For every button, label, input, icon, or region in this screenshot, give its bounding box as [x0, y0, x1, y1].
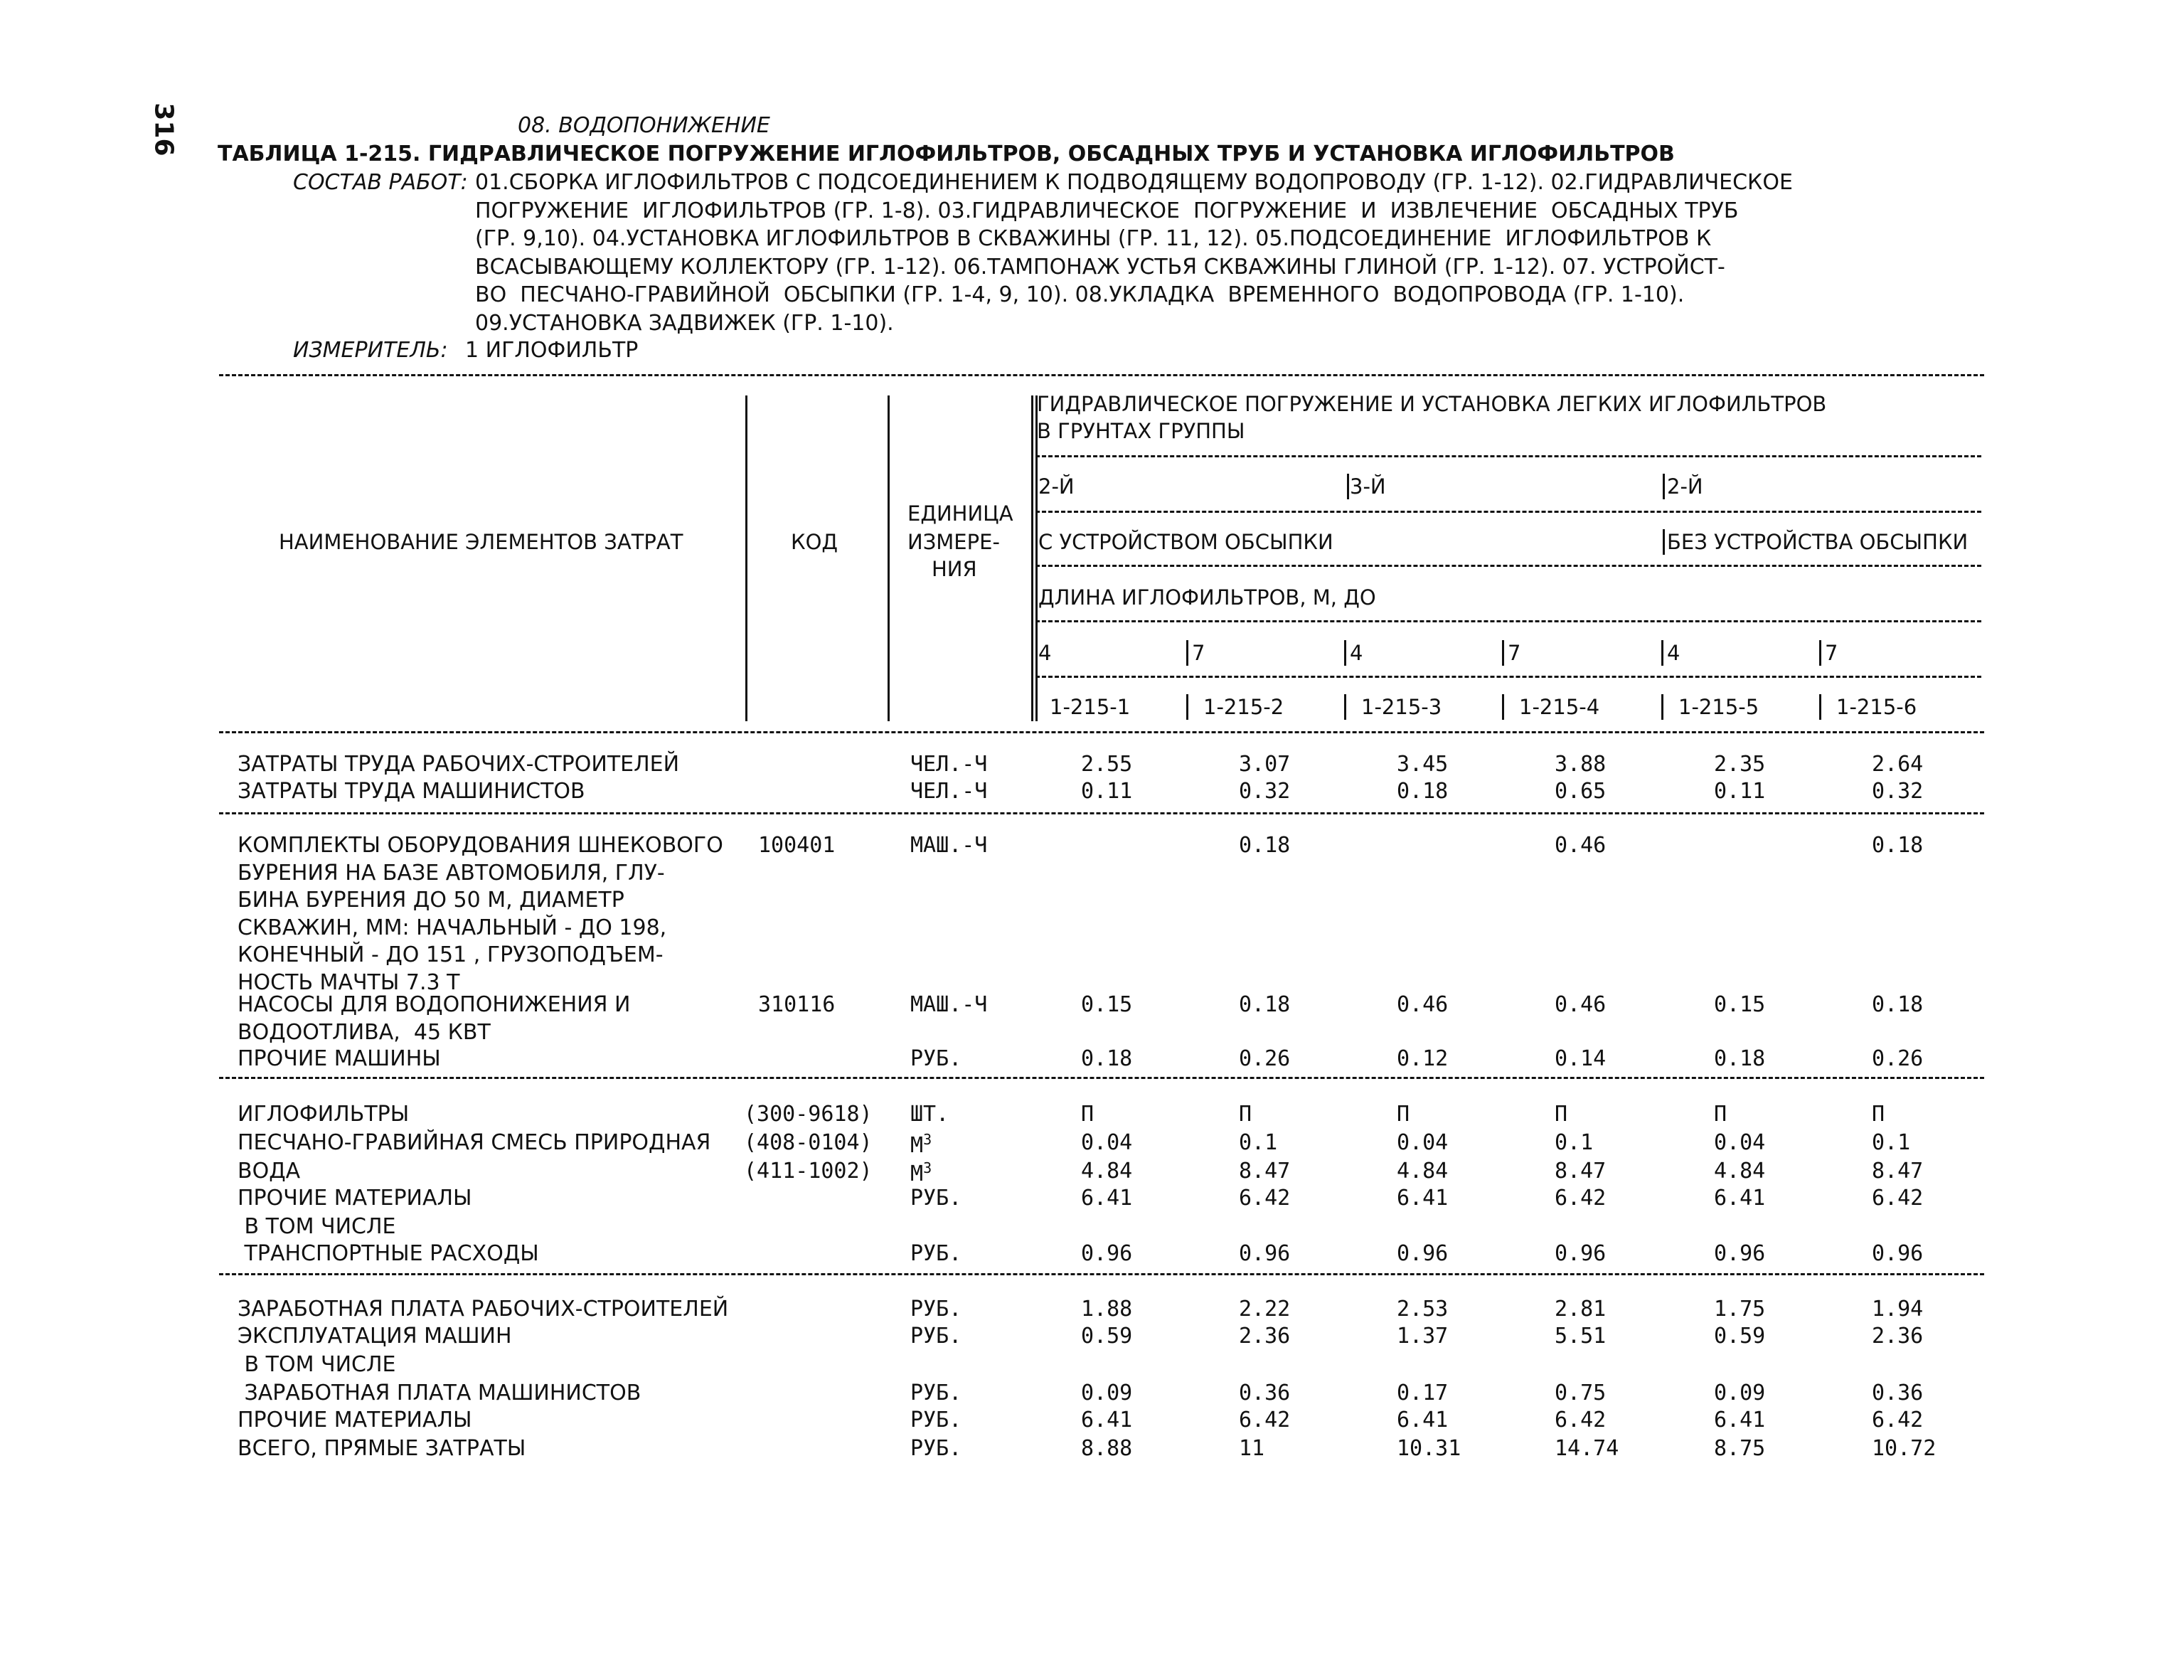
row-value: 6.42: [1872, 1408, 1924, 1432]
row-value: 14.74: [1555, 1436, 1619, 1461]
row-value: 0.1: [1239, 1130, 1278, 1155]
row-value: 0.18: [1397, 779, 1449, 804]
row-value: 0.46: [1397, 992, 1449, 1017]
divider: [219, 1077, 1984, 1079]
row-value: 8.88: [1081, 1436, 1133, 1461]
row-value: 2.35: [1714, 752, 1766, 777]
row-value: 2.81: [1555, 1297, 1607, 1322]
row-value: 4.84: [1081, 1159, 1133, 1184]
row-value: 0.18: [1081, 1046, 1133, 1071]
unit-superscript: 3: [923, 1159, 932, 1176]
column-divider: [1819, 640, 1821, 666]
unit-superscript: 3: [923, 1131, 932, 1148]
soil-group: 2-Й: [1667, 474, 1703, 499]
divider: [1035, 565, 1981, 567]
row-unit: РУБ.: [910, 1381, 962, 1405]
row-code: (411-1002): [744, 1159, 873, 1184]
row-value: 4.84: [1397, 1159, 1449, 1184]
column-divider: [1186, 694, 1188, 720]
divider: [1035, 511, 1981, 513]
column-divider: [745, 395, 747, 721]
row-name: ЭКСПЛУАТАЦИЯ МАШИН: [238, 1324, 512, 1349]
row-value: 6.41: [1081, 1186, 1133, 1211]
row-value: 0.59: [1714, 1324, 1766, 1349]
row-value: 2.36: [1872, 1324, 1924, 1349]
column-divider: [1663, 474, 1665, 499]
divider: [1035, 455, 1981, 457]
row-name: ЗАРАБОТНАЯ ПЛАТА МАШИНИСТОВ: [238, 1381, 641, 1405]
row-value: 3.88: [1555, 752, 1607, 777]
column-header-code: КОД: [791, 530, 838, 554]
row-value: П: [1714, 1102, 1727, 1127]
column-divider: [1661, 694, 1663, 720]
work-line: (ГР. 9,10). 04.УСТАНОВКА ИГЛОФИЛЬТРОВ В СКВАЖИНЫ (ГР. 11, 12). 05.ПОДСОЕДИНЕНИЕ ИГЛОФИЛЬТРОВ К: [475, 226, 1712, 251]
row-value: П: [1397, 1102, 1410, 1127]
row-value: 6.41: [1397, 1186, 1449, 1211]
row-value: 0.59: [1081, 1324, 1133, 1349]
row-value: 0.1: [1872, 1130, 1911, 1155]
row-value: 0.96: [1555, 1241, 1607, 1266]
row-name: НАСОСЫ ДЛЯ ВОДОПОНИЖЕНИЯ И: [238, 992, 631, 1017]
row-value: 0.96: [1714, 1241, 1766, 1266]
row-value: 5.51: [1555, 1324, 1607, 1349]
fill-header: БЕЗ УСТРОЙСТВА ОБСЫПКИ: [1667, 530, 1969, 554]
row-name: ЗАТРАТЫ ТРУДА РАБОЧИХ-СТРОИТЕЛЕЙ: [238, 752, 680, 777]
divider: [219, 374, 1984, 376]
column-divider: [1819, 694, 1821, 720]
row-value: 0.04: [1714, 1130, 1766, 1155]
row-value: 10.31: [1397, 1436, 1461, 1461]
row-value: 0.04: [1081, 1130, 1133, 1155]
row-value: 0.18: [1714, 1046, 1766, 1071]
length-value: 4: [1038, 641, 1052, 665]
column-code: 1-215-2: [1203, 695, 1284, 719]
column-header-unit: НИЯ: [932, 557, 977, 581]
row-unit: $М^3$: [910, 1159, 932, 1186]
row-value: 1.94: [1872, 1297, 1924, 1322]
row-value: 0.17: [1397, 1381, 1449, 1405]
row-value: 2.53: [1397, 1297, 1449, 1322]
column-header-unit: ИЗМЕРЕ-: [907, 530, 1000, 554]
row-name: ПРОЧИЕ МАТЕРИАЛЫ: [238, 1408, 472, 1432]
row-value: 10.72: [1872, 1436, 1937, 1461]
row-value: 6.41: [1397, 1408, 1449, 1432]
column-divider: [1035, 395, 1038, 721]
column-code: 1-215-6: [1836, 695, 1917, 719]
length-value: 7: [1508, 641, 1521, 665]
column-code: 1-215-3: [1361, 695, 1442, 719]
row-value: 8.47: [1239, 1159, 1291, 1184]
row-name: ПЕСЧАНО-ГРАВИЙНАЯ СМЕСЬ ПРИРОДНАЯ: [238, 1130, 711, 1155]
row-value: 0.96: [1872, 1241, 1924, 1266]
row-unit: МАШ.-Ч: [910, 992, 988, 1017]
page-number: 316: [149, 102, 179, 156]
row-value: 11: [1239, 1436, 1265, 1461]
row-name: В ТОМ ЧИСЛЕ: [238, 1214, 396, 1239]
row-name: БУРЕНИЯ НА БАЗЕ АВТОМОБИЛЯ, ГЛУ-: [238, 860, 665, 886]
row-value: 1.37: [1397, 1324, 1449, 1349]
row-value: 2.22: [1239, 1297, 1291, 1322]
row-value: 0.96: [1239, 1241, 1291, 1266]
group-title: ГИДРАВЛИЧЕСКОЕ ПОГРУЖЕНИЕ И УСТАНОВКА ЛЕГКИХ ИГЛОФИЛЬТРОВ: [1037, 392, 1827, 416]
row-name: БИНА БУРЕНИЯ ДО 50 М, ДИАМЕТР: [238, 888, 624, 913]
column-divider: [1502, 640, 1504, 666]
work-line: ПОГРУЖЕНИЕ ИГЛОФИЛЬТРОВ (ГР. 1-8). 03.ГИДРАВЛИЧЕСКОЕ ПОГРУЖЕНИЕ И ИЗВЛЕЧЕНИЕ ОБСАДНЫХ ТРУБ: [475, 198, 1739, 223]
row-unit: РУБ.: [910, 1186, 962, 1211]
row-value: 4.84: [1714, 1159, 1766, 1184]
row-value: 0.11: [1714, 779, 1766, 804]
row-value: 0.18: [1239, 833, 1291, 858]
divider: [1035, 676, 1981, 678]
row-value: П: [1555, 1102, 1568, 1127]
column-header-name: НАИМЕНОВАНИЕ ЭЛЕМЕНТОВ ЗАТРАТ: [279, 530, 683, 554]
section-title: 08. ВОДОПОНИЖЕНИЕ: [518, 113, 770, 138]
column-code: 1-215-4: [1519, 695, 1600, 719]
length-value: 7: [1825, 641, 1838, 665]
length-value: 4: [1350, 641, 1363, 665]
row-value: 8.75: [1714, 1436, 1766, 1461]
row-unit: $М^3$: [910, 1131, 932, 1158]
row-value: 8.47: [1872, 1159, 1924, 1184]
row-value: 6.42: [1239, 1186, 1291, 1211]
row-value: 6.41: [1081, 1408, 1133, 1432]
length-header: ДЛИНА ИГЛОФИЛЬТРОВ, М, ДО: [1038, 585, 1376, 610]
row-name: КОМПЛЕКТЫ ОБОРУДОВАНИЯ ШНЕКОВОГО: [238, 833, 723, 858]
row-name: ИГЛОФИЛЬТРЫ: [238, 1102, 410, 1127]
work-label: СОСТАВ РАБОТ:: [293, 170, 468, 195]
row-unit: РУБ.: [910, 1324, 962, 1349]
row-value: 6.41: [1714, 1408, 1766, 1432]
column-divider: [1344, 694, 1346, 720]
row-value: 0.18: [1239, 992, 1291, 1017]
row-name: ВОДА: [238, 1159, 301, 1184]
row-value: 0.09: [1714, 1381, 1766, 1405]
row-value: 0.14: [1555, 1046, 1607, 1071]
row-value: 0.04: [1397, 1130, 1449, 1155]
row-value: П: [1081, 1102, 1094, 1127]
row-unit: РУБ.: [910, 1408, 962, 1432]
row-value: 0.15: [1714, 992, 1766, 1017]
column-divider: [1344, 640, 1346, 666]
row-code: 100401: [758, 833, 836, 858]
divider: [219, 812, 1984, 814]
row-value: 2.55: [1081, 752, 1133, 777]
row-unit: ЧЕЛ.-Ч: [910, 752, 988, 777]
row-value: 6.42: [1239, 1408, 1291, 1432]
work-line: 01.СБОРКА ИГЛОФИЛЬТРОВ С ПОДСОЕДИНЕНИЕМ К ПОДВОДЯЩЕМУ ВОДОПРОВОДУ (ГР. 1-12). 02.ГИДРАВЛИЧЕСКОЕ: [475, 170, 1793, 195]
length-value: 7: [1192, 641, 1205, 665]
column-divider: [888, 395, 890, 721]
row-value: 2.64: [1872, 752, 1924, 777]
work-line: ВСАСЫВАЮЩЕМУ КОЛЛЕКТОРУ (ГР. 1-12). 06.ТАМПОНАЖ УСТЬЯ СКВАЖИНЫ ГЛИНОЙ (ГР. 1-12). 07. УСТРОЙСТ-: [475, 254, 1725, 280]
row-name: ЗАРАБОТНАЯ ПЛАТА РАБОЧИХ-СТРОИТЕЛЕЙ: [238, 1297, 729, 1322]
row-value: 0.46: [1555, 833, 1607, 858]
row-value: 1.88: [1081, 1297, 1133, 1322]
work-line: ВО ПЕСЧАНО-ГРАВИЙНОЙ ОБСЫПКИ (ГР. 1-4, 9, 10). 08.УКЛАДКА ВРЕМЕННОГО ВОДОПРОВОДА (ГР. 1-10).: [475, 282, 1685, 307]
divider: [1035, 620, 1981, 622]
divider: [219, 731, 1984, 733]
row-value: 8.47: [1555, 1159, 1607, 1184]
row-unit: РУБ.: [910, 1241, 962, 1266]
row-value: 0.18: [1872, 992, 1924, 1017]
row-unit: ЧЕЛ.-Ч: [910, 779, 988, 804]
row-value: 3.07: [1239, 752, 1291, 777]
row-value: 0.46: [1555, 992, 1607, 1017]
row-name: СКВАЖИН, ММ: НАЧАЛЬНЫЙ - ДО 198,: [238, 915, 667, 940]
measure-value: 1 ИГЛОФИЛЬТР: [465, 338, 639, 363]
measure-label: ИЗМЕРИТЕЛЬ:: [293, 338, 448, 363]
soil-group: 2-Й: [1038, 474, 1075, 499]
fill-header: С УСТРОЙСТВОМ ОБСЫПКИ: [1038, 530, 1333, 554]
row-value: 0.75: [1555, 1381, 1607, 1405]
row-name: ПРОЧИЕ МАШИНЫ: [238, 1046, 441, 1071]
column-divider: [1186, 640, 1188, 666]
row-value: 0.11: [1081, 779, 1133, 804]
row-value: 0.96: [1397, 1241, 1449, 1266]
column-code: 1-215-1: [1050, 695, 1131, 719]
column-divider: [1502, 694, 1504, 720]
row-unit: МАШ.-Ч: [910, 833, 988, 858]
column-code: 1-215-5: [1678, 695, 1759, 719]
row-code: (408-0104): [744, 1130, 873, 1155]
row-unit: РУБ.: [910, 1046, 962, 1071]
row-name: ВОДООТЛИВА, 45 КВТ: [238, 1019, 491, 1045]
row-value: 6.41: [1714, 1186, 1766, 1211]
row-value: 0.32: [1239, 779, 1291, 804]
row-value: 3.45: [1397, 752, 1449, 777]
table-title: ТАБЛИЦА 1-215. ГИДРАВЛИЧЕСКОЕ ПОГРУЖЕНИЕ ИГЛОФИЛЬТРОВ, ОБСАДНЫХ ТРУБ И УСТАНОВКА ИГЛОФИЛЬТРОВ: [218, 142, 1675, 166]
row-value: 0.26: [1872, 1046, 1924, 1071]
row-code: (300-9618): [744, 1102, 873, 1127]
row-value: 0.15: [1081, 992, 1133, 1017]
row-value: 2.36: [1239, 1324, 1291, 1349]
row-value: П: [1872, 1102, 1885, 1127]
row-name: ТРАНСПОРТНЫЕ РАСХОДЫ: [238, 1241, 539, 1266]
row-value: 1.75: [1714, 1297, 1766, 1322]
row-value: 0.18: [1872, 833, 1924, 858]
row-unit: РУБ.: [910, 1297, 962, 1322]
row-name: ПРОЧИЕ МАТЕРИАЛЫ: [238, 1186, 472, 1211]
soil-group: 3-Й: [1350, 474, 1386, 499]
row-value: П: [1239, 1102, 1252, 1127]
row-name: КОНЕЧНЫЙ - ДО 151 , ГРУЗОПОДЪЕМ-: [238, 942, 664, 967]
row-name: ЗАТРАТЫ ТРУДА МАШИНИСТОВ: [238, 779, 585, 804]
row-code: 310116: [758, 992, 836, 1017]
row-value: 0.96: [1081, 1241, 1133, 1266]
row-value: 0.09: [1081, 1381, 1133, 1405]
row-value: 6.42: [1555, 1186, 1607, 1211]
column-divider: [1661, 640, 1663, 666]
row-value: 0.12: [1397, 1046, 1449, 1071]
row-value: 0.65: [1555, 779, 1607, 804]
group-title: В ГРУНТАХ ГРУППЫ: [1037, 419, 1245, 443]
row-value: 0.26: [1239, 1046, 1291, 1071]
row-value: 0.36: [1239, 1381, 1291, 1405]
row-unit: ШТ.: [910, 1102, 949, 1127]
row-name: НОСТЬ МАЧТЫ 7.3 Т: [238, 969, 460, 995]
row-name: ВСЕГО, ПРЯМЫЕ ЗАТРАТЫ: [238, 1436, 526, 1461]
row-name: В ТОМ ЧИСЛЕ: [238, 1352, 396, 1377]
length-value: 4: [1667, 641, 1680, 665]
row-value: 0.36: [1872, 1381, 1924, 1405]
row-value: 0.32: [1872, 779, 1924, 804]
row-value: 6.42: [1872, 1186, 1924, 1211]
row-value: 6.42: [1555, 1408, 1607, 1432]
column-divider: [1663, 529, 1665, 555]
column-divider: [1347, 474, 1349, 499]
work-line: 09.УСТАНОВКА ЗАДВИЖЕК (ГР. 1-10).: [475, 310, 894, 336]
column-header-unit: ЕДИНИЦА: [907, 501, 1013, 526]
divider: [219, 1273, 1984, 1275]
row-unit: РУБ.: [910, 1436, 962, 1461]
column-divider: [1031, 395, 1033, 721]
row-value: 0.1: [1555, 1130, 1594, 1155]
